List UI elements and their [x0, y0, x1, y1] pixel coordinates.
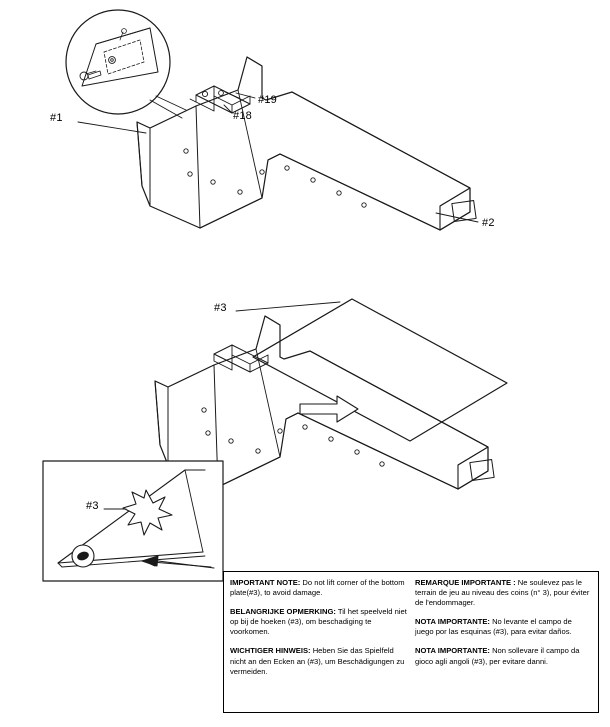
note-en-body: Do not lift corner of the bottom plate(#3), to avoid damage. [230, 578, 405, 598]
detail-magnifier-top [66, 10, 170, 114]
note-it-body: Non sollevare il campo da gioco agli angoli (#3), per evitare danni. [415, 646, 580, 666]
notes-column-right [415, 578, 592, 708]
note-es-body: No levante el campo de juego por las esquinas (#3), para evitar daños. [415, 617, 572, 637]
note-de [230, 646, 407, 676]
callout-2: #2 [482, 217, 495, 229]
callout-19: #19 [258, 94, 277, 106]
callout-3-detail: #3 [86, 500, 99, 512]
important-notes-box [223, 571, 599, 713]
note-fr-body: Ne soulevez pas le terrain de jeu au niveau des coins (n° 3), pour éviter de l'endommager. [415, 578, 590, 608]
note-en [230, 578, 407, 598]
note-es-lead: NOTA IMPORTANTE: [415, 617, 490, 627]
note-en-lead: IMPORTANT NOTE: [230, 578, 301, 587]
note-fr-lead: REMARQUE IMPORTANTE : [415, 578, 516, 587]
note-de-lead: WICHTIGER HINWEIS: [230, 646, 311, 656]
note-nl-lead: BELANGRIJKE OPMERKING: [230, 607, 336, 617]
note-fr [415, 578, 592, 608]
note-nl-body: Til het speelveld niet op bij de hoeken (#3), om beschadiging te voorkomen. [230, 607, 407, 637]
callout-3: #3 [214, 302, 227, 314]
note-es [415, 617, 592, 637]
note-it-lead: NOTA IMPORTANTE: [415, 646, 490, 656]
note-it [415, 646, 592, 666]
notes-column-left [230, 578, 407, 708]
warning-detail-box [43, 461, 223, 581]
note-nl [230, 607, 407, 637]
callout-1: #1 [50, 112, 63, 124]
note-de-body: Heben Sie das Spielfeld nicht an den Ecken an (#3), um Beschädigungen zu vermeiden. [230, 646, 405, 676]
bracket-detail-top [190, 86, 250, 113]
callout-18: #18 [233, 110, 252, 122]
